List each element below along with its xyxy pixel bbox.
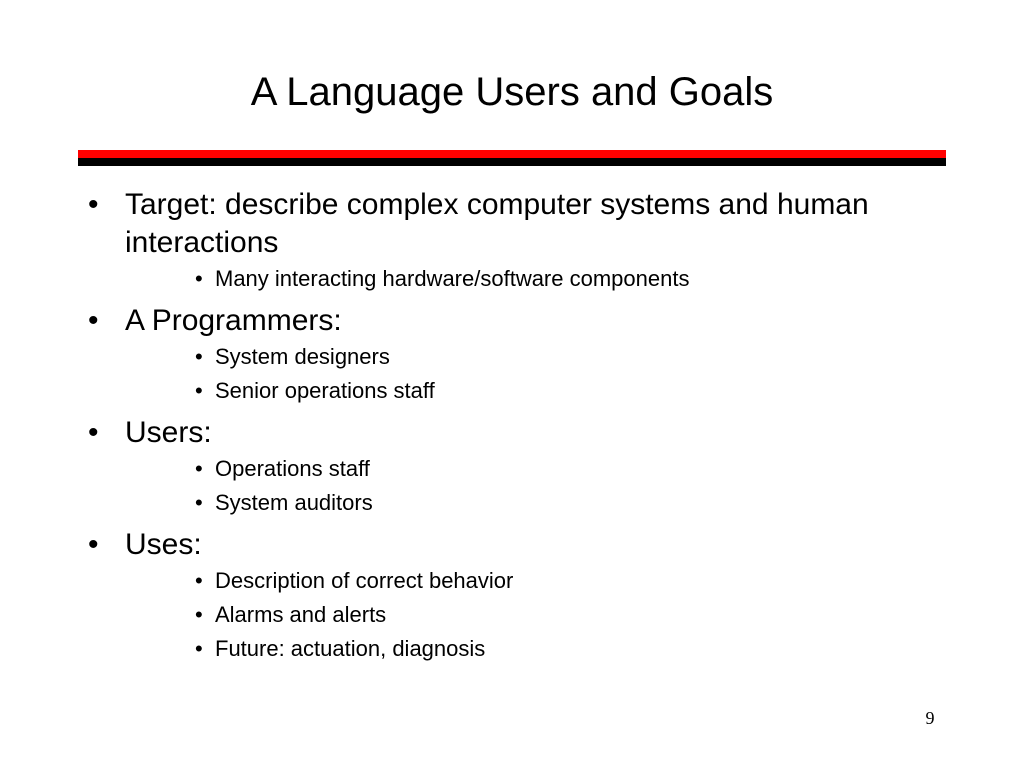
subbullet-many-interacting-components: • Many interacting hardware/software components	[215, 262, 915, 296]
bullet-target: • Target: describe complex computer systems and human interactions	[125, 186, 885, 262]
slide-title: A Language Users and Goals	[250, 70, 774, 114]
subbullet-system-designers: • System designers	[215, 340, 915, 374]
subbullet-description-correct-behavior: • Description of correct behavior	[215, 564, 915, 598]
black-title-rule	[78, 158, 946, 166]
subbullet-system-auditors: • System auditors	[215, 486, 915, 520]
bullet-uses: • Uses:	[125, 526, 885, 564]
red-title-rule	[78, 150, 946, 158]
subbullet-future-actuation-diagnosis: • Future: actuation, diagnosis	[215, 632, 915, 666]
slide-content	[0, 180, 1024, 666]
subbullet-operations-staff: • Operations staff	[215, 452, 915, 486]
subbullet-alarms-and-alerts: • Alarms and alerts	[215, 598, 915, 632]
page-number: 9	[925, 708, 935, 728]
bullet-users: • Users:	[125, 414, 885, 452]
bullet-a-programmers: • A Programmers:	[125, 302, 885, 340]
subbullet-senior-operations-staff: • Senior operations staff	[215, 374, 915, 408]
